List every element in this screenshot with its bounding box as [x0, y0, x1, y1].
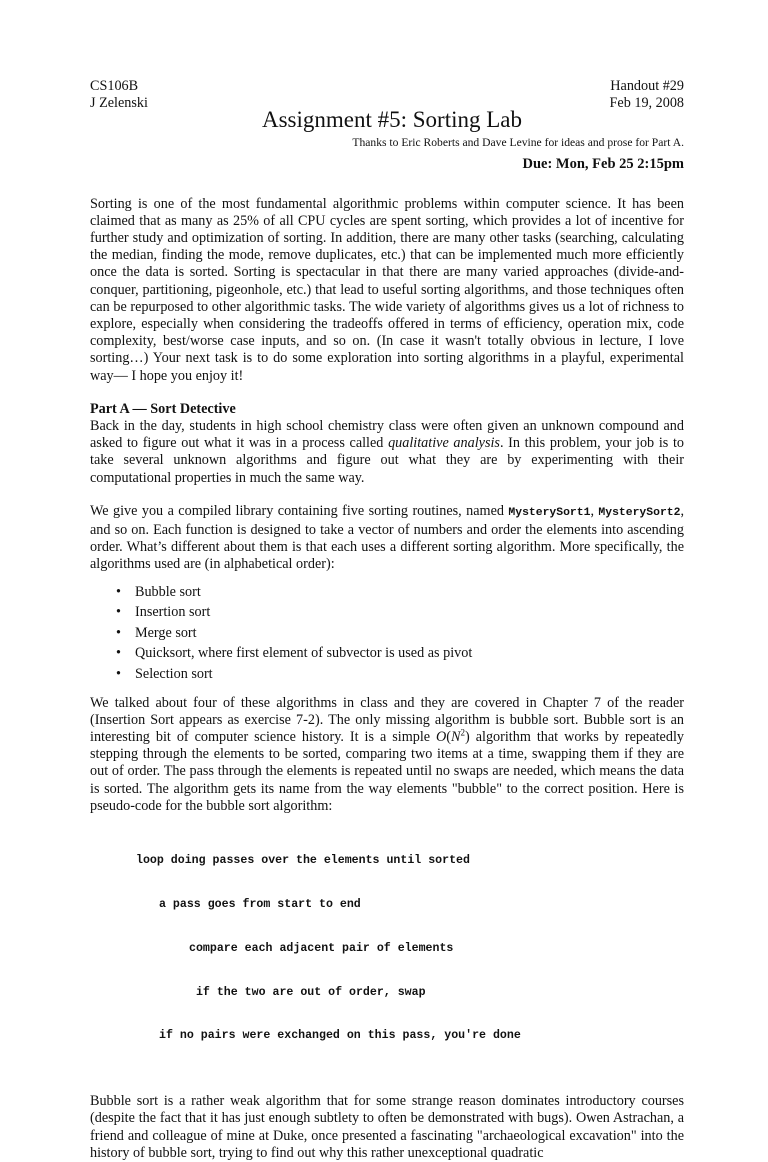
bullet-icon: • — [116, 604, 121, 621]
list-item: • Bubble sort — [116, 582, 684, 603]
bullet-icon: • — [116, 666, 121, 683]
header-row-1 — [90, 78, 684, 95]
bullet-icon: • — [116, 583, 121, 600]
code-line: if no pairs were exchanged on this pass, you're done — [159, 1029, 521, 1043]
part-a-paragraph-2: We give you a compiled library containing five sorting routines, named MysterySort1, MysterySort2, and so on. Each function is designed to take a vector of numbers and order the elements into ascending order. What’s different about them is that each uses a different sorting algorithm. More specifically, the algorithms used are (in alphabetical order): — [90, 502, 684, 573]
course-code: CS106B — [90, 78, 139, 94]
bullet-icon: • — [116, 624, 121, 641]
due-date: Due: Mon, Feb 25 2:15pm — [522, 156, 684, 173]
list-item: • Quicksort, where first element of subvector is used as pivot — [116, 643, 684, 664]
mystery-sort-1-code: MysterySort1 — [508, 506, 591, 519]
author-name: J Zelenski — [90, 95, 148, 112]
part-a-paragraph-3: We talked about four of these algorithms in class and they are covered in Chapter 7 of the reader (Insertion Sort appears as exercise 7-2). The only missing algorithm is bubble sort. Bubble sort is an interesting bit of computer science history. It is a simple $O(N^2)$ algorithm that works by repeatedly stepping through the elements to be sorted, comparing two items at a time, swapping them if they are out of order. The pass through the elements is repeated until no swaps are needed, which means the data is sorted. The algorithm gets its name from the way elements "bubble" to the correct position. Here is pseudo-code for the bubble sort algorithm: — [90, 694, 684, 814]
code-line: a pass goes from start to end — [159, 898, 361, 912]
algorithm-list — [90, 582, 684, 685]
list-item: • Merge sort — [116, 623, 684, 644]
qualitative-analysis-term: qualitative analysis — [388, 435, 500, 452]
part-a-paragraph-4: Bubble sort is a rather weak algorithm that for some strange reason dominates introductory courses (despite the fact that it has just enough subtlety to often be demonstrated with bugs). Owen Astrachan, a friend and colleague of mine at Duke, once presented a fascinating "archaeological excavation" into the history of bubble sort, trying to find out why this rather unexceptional quadratic — [90, 1093, 684, 1161]
big-o-symbol: O — [436, 729, 447, 746]
credit-line: Thanks to Eric Roberts and Dave Levine for ideas and prose for Part A. — [352, 136, 684, 150]
intro-paragraph: Sorting is one of the most fundamental algorithmic problems within computer science. It has been claimed that as many as 25% of all CPU cycles are spent sorting, which provides a lot of incentive for further study and optimization of sorting. In addition, there are many other tasks (searching, calculating the median, finding the mode, remove duplicates, etc.) that can be implemented much more efficiently once the data is sorted. Sorting is spectacular in that there are many varied approaches (divide-and-conquer, partitioning, pigeonhole, etc.) that lead to useful sorting algorithms, and those techniques often can be repurposed to other algorithmic tasks. The wide variety of algorithms gives us a lot of richness to explore, especially when considering the tradeoffs offered in terms of efficiency, operation mix, code complexity, best/worse case inputs, and so on. (In case it wasn't totally obvious in lecture, I love sorting…) Your next task is to do some exploration into sorting algorithms in a playful, experimental way— I hope you enjoy it! — [90, 195, 684, 384]
part-a-paragraph-1: Back in the day, students in high school chemistry class were often given an unknown compound and asked to figure out what it was in a process called qualitative analysis. In this problem, your job is to take several unknown algorithms and figure out what they are by experimenting with their computational properties in much the same way. — [90, 418, 684, 486]
bullet-icon: • — [116, 645, 121, 662]
bubble-sort-pseudocode — [90, 825, 684, 1073]
code-line: if the two are out of order, swap — [189, 985, 426, 999]
handout-number: Handout #29 — [610, 78, 684, 94]
handout-date: Feb 19, 2008 — [609, 95, 684, 112]
mystery-sort-2-code: MysterySort2 — [598, 506, 681, 519]
list-item: • Selection sort — [116, 664, 684, 685]
page-title: Assignment #5: Sorting Lab — [261, 107, 523, 133]
code-line: compare each adjacent pair of elements — [189, 941, 454, 955]
code-line: loop doing passes over the elements until sorted — [136, 854, 470, 868]
list-item: • Insertion sort — [116, 602, 684, 623]
section-heading-part-a: Part A — Sort Detective — [90, 400, 236, 417]
